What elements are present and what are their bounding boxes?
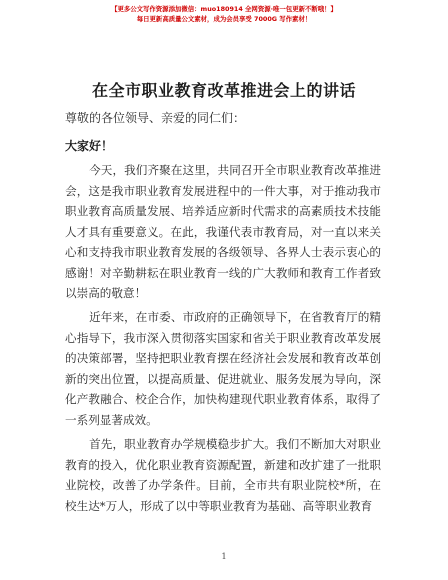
paragraph-1 [65,160,381,304]
salutation: 尊敬的各位领导、亲爱的同仁们： [65,111,246,125]
promo-banner-line-2: 每日更新高质量公文素材，成为会员享受 7000G 写作素材！ [136,15,312,23]
greeting: 大家好！ [65,139,114,153]
paragraph-3 [65,434,381,516]
paragraph-2-text: 近年来，在市委、市政府的正确领导下，在省教育厅的精心指导下，我市深入贯彻落实国家和省关于职业教育改革发展的决策部署，坚持把职业教育摆在经济社会发展和教育改革创新的突出位置，以提高质量、促进就业、服务发展为导向，深化产教融合、校企合作，加快构建现代职业教育体系，取得了一系列显著成效。 [65,310,381,427]
page-number: 1 [221,552,227,561]
document-title: 在全市职业教育改革推进会上的讲话 [91,81,356,100]
paragraph-1-text: 今天，我们齐聚在这里，共同召开全市职业教育改革推进会，这是我市职业教育发展进程中的一件大事，对于推动我市职业教育高质量发展、培养适应新时代需求的高素质技术技能人才具有重要意义。在此，我谨代表市教育局，对一直以来关心和支持我市职业教育发展的各级领导、各界人士表示衷心的感谢！对辛勤耕耘在职业教育一线的广大教师和教育工作者致以崇高的敬意！ [65,163,381,300]
paragraph-2 [65,307,381,430]
promo-banner-line-1: 【更多公文写作资源添加微信：muo180914 全网资源·唯一包更新不断哦！】 [111,5,337,13]
paragraph-3-text: 首先，职业教育办学规模稳步扩大。我们不断加大对职业教育的投入，优化职业教育资源配置，新建和改扩建了一批职业院校，改善了办学条件。目前，全市共有职业院校*所，在校生达*万人，形成了以中等职业教育为基础、高等职业教育 [65,437,381,513]
promo-banner [0,4,448,24]
